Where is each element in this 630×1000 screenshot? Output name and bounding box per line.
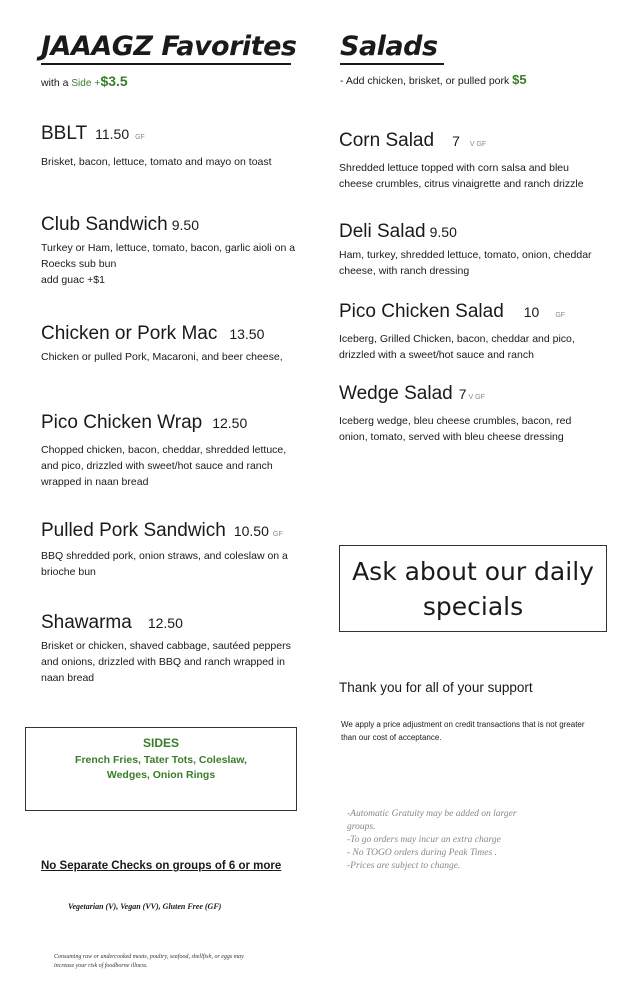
price-adjustment-note [341,718,585,744]
policy-note-line: - No TOGO orders during Peak Times . [347,848,497,858]
item-desc-line: and pico, drizzled with sweet/hot sauce and ranch [41,460,273,472]
salads-heading: Salads [340,31,438,62]
item-price: 7 [458,386,467,402]
item-tag: GF [272,531,283,538]
menu-item-shawarma [41,611,321,686]
specials-line-2: specials [422,592,524,621]
item-desc-line: onion, tomato, served with bleu cheese dressing [339,431,564,443]
item-desc-line: drizzled with a sweet/hot sauce and ranch [339,349,534,361]
item-price: 13.50 [229,326,265,342]
policy-note-line: -Prices are subject to change. [347,861,461,871]
menu-item-deli-salad [339,220,609,279]
item-desc-line: Brisket, bacon, lettuce, tomato and mayo on toast [41,156,272,168]
item-tag: GF [135,134,145,141]
menu-item-pico-chicken-wrap [41,411,321,490]
item-desc-line: and onions, drizzled with BBQ and ranch wrapped in [41,656,285,668]
menu-item-chicken-pork-mac [41,322,321,365]
side-plus: + [91,77,101,89]
item-desc-line: brioche bun [41,566,96,578]
add-protein-note [340,72,527,89]
item-desc-line: Chopped chicken, bacon, cheddar, shredded lettuce, [41,444,287,456]
item-tag: V GF [469,141,487,148]
side-price: $3.5 [100,73,128,89]
consuming-warning [54,953,244,971]
item-desc-line: wrapped in naan bread [41,476,149,488]
sides-line-2: Wedges, Onion Rings [106,769,216,781]
policy-note-line: groups. [347,822,376,832]
add-price: $5 [512,72,527,87]
menu-item-wedge-salad [339,382,609,445]
item-name: Corn Salad [339,130,435,151]
thank-you-text: Thank you for all of your support [339,680,533,695]
item-desc-line: Iceberg wedge, bleu cheese crumbles, bacon, red [339,415,572,427]
menu-item-pico-chicken-salad [339,300,609,363]
price-adj-line: than our cost of acceptance. [341,733,442,742]
side-word: Side [71,78,92,89]
item-price: 9.50 [171,217,199,233]
side-note-prefix: with a [41,77,72,89]
item-tag: V GF [468,394,485,401]
favorites-heading-underline [41,63,291,65]
item-price: 10.50 [233,523,269,539]
item-tag: GF [555,312,566,319]
consuming-line: Consuming raw or undercooked meats, poultry, seafood, shellfish, or eggs may [54,954,244,960]
item-name: Pico Chicken Wrap [41,412,203,433]
item-name: BBLT [41,123,88,144]
favorites-heading: JAAAGZ Favorites [41,31,297,62]
menu-item-pulled-pork-sandwich [41,519,331,580]
item-name: Chicken or Pork Mac [41,323,218,344]
item-name: Shawarma [41,612,132,633]
item-price: 9.50 [429,224,457,240]
item-desc-line: BBQ shredded pork, onion straws, and coleslaw on a [41,550,288,562]
policy-note-line: -To go orders may incur an extra charge [347,835,501,845]
menu-item-corn-salad [339,129,609,192]
item-name: Club Sandwich [41,214,168,235]
add-note-text: - Add chicken, brisket, or pulled pork [340,75,513,87]
item-desc-line: Shredded lettuce topped with corn salsa and bleu [339,162,569,174]
menu-item-club-sandwich [41,213,321,288]
specials-line-1: Ask about our daily [352,557,594,586]
item-price: 12.50 [212,415,248,431]
sides-box [25,727,297,811]
item-name: Pulled Pork Sandwich [41,520,226,541]
policy-notes [347,808,517,873]
item-price: 7 [452,133,460,149]
item-price: 11.50 [95,126,130,142]
policy-note-line: -Automatic Gratuity may be added on larger [347,809,517,819]
consuming-line: increase your risk of foodborne illness. [54,963,148,969]
side-note [41,74,128,91]
item-name: Deli Salad [339,221,426,242]
salads-heading-underline [340,63,444,65]
item-desc-line: Iceberg, Grilled Chicken, bacon, cheddar and pico, [339,333,575,345]
item-name: Wedge Salad [339,383,453,404]
item-desc-line: add guac +$1 [41,274,105,286]
item-desc-line: cheese, with ranch dressing [339,265,470,277]
item-desc-line: Chicken or pulled Pork, Macaroni, and beer cheese, [41,351,283,363]
price-adj-line: We apply a price adjustment on credit transactions that is not greater [341,720,585,729]
sides-line-1: French Fries, Tater Tots, Coleslaw, [75,754,247,766]
menu-item-bblt [41,122,321,170]
item-name: Pico Chicken Salad [339,301,504,322]
item-desc-line: Brisket or chicken, shaved cabbage, sautéed peppers [41,640,291,652]
item-desc-line: Ham, turkey, shredded lettuce, tomato, onion, cheddar [339,249,592,261]
item-price: 12.50 [147,615,183,631]
daily-specials-box [339,545,607,632]
item-desc-line: naan bread [41,672,95,684]
item-desc-line: Roecks sub bun [41,258,117,270]
item-price: 10 [523,304,540,320]
sides-title: SIDES [142,736,179,750]
diet-legend: Vegetarian (V), Vegan (VV), Gluten Free (GF) [68,902,222,911]
item-desc-line: cheese crumbles, citrus vinaigrette and ranch drizzle [339,178,584,190]
no-separate-checks: No Separate Checks on groups of 6 or more [41,860,282,872]
item-desc-line: Turkey or Ham, lettuce, tomato, bacon, garlic aioli on a [41,242,296,254]
